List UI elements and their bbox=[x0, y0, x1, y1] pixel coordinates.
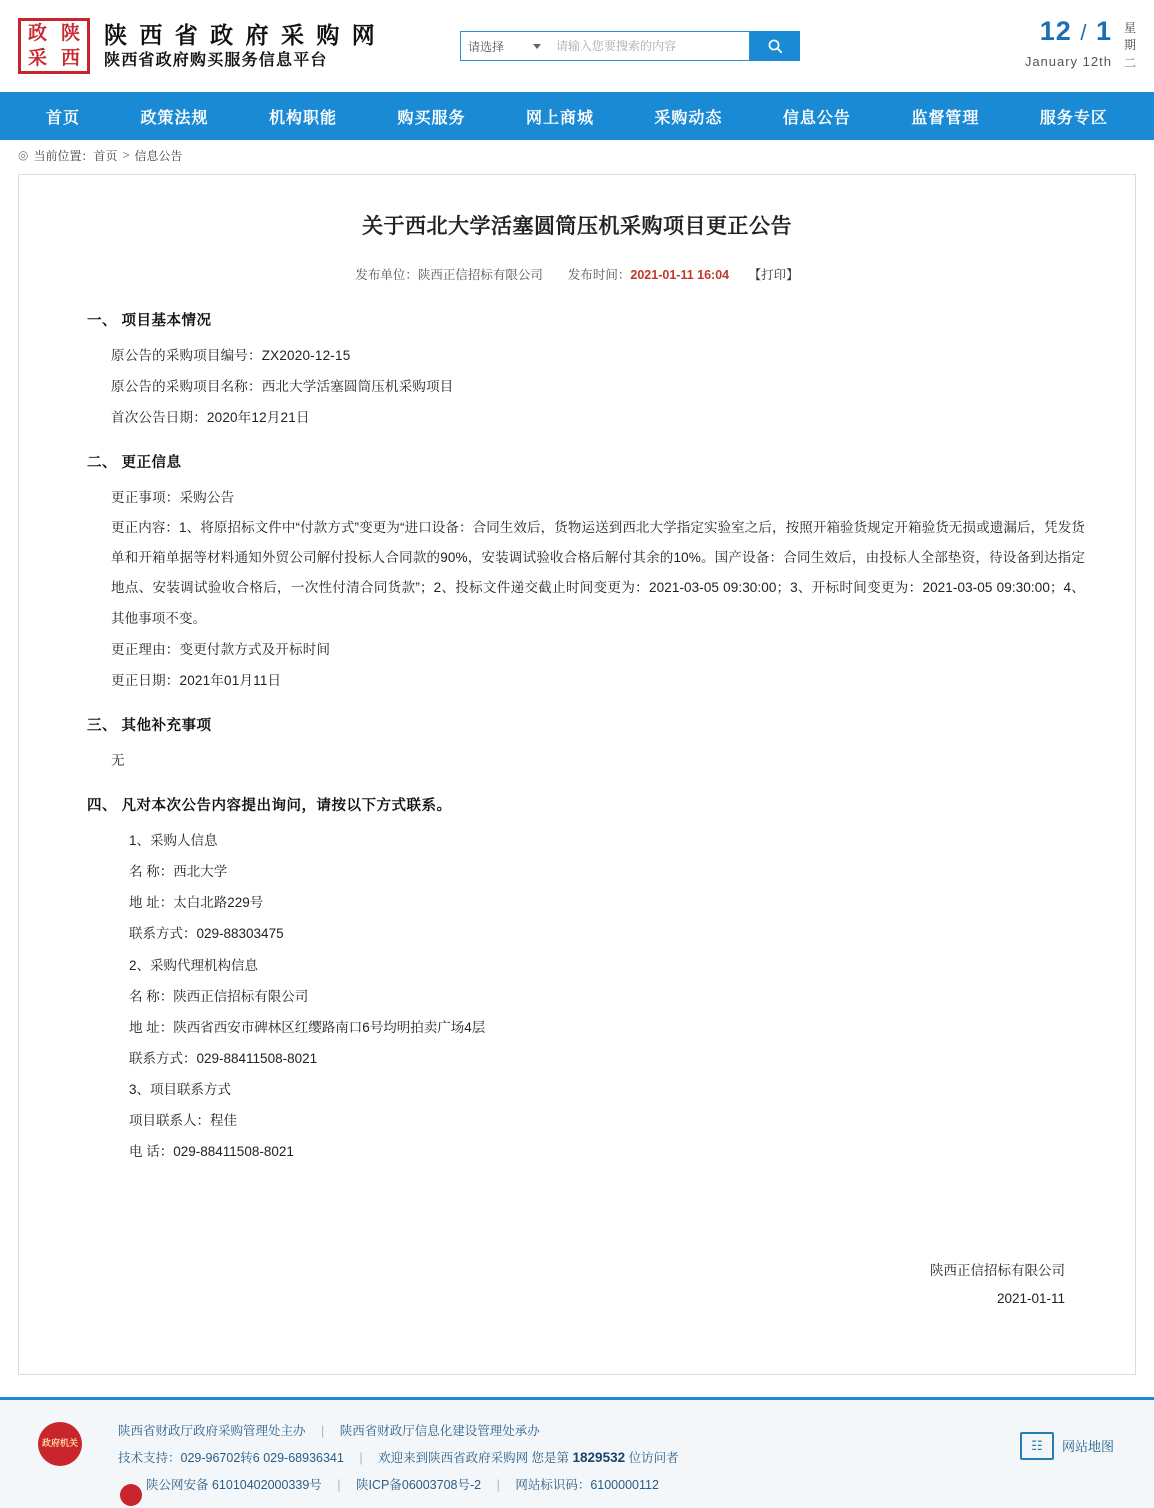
footer-support: 技术支持：029-96702转6 029-68936341 bbox=[118, 1450, 344, 1465]
nav-item-online-mall[interactable]: 网上商城 bbox=[525, 109, 594, 127]
logo-char-4: 西 bbox=[60, 46, 80, 69]
footer-operator: 陕西省财政厅信息化建设管理处承办 bbox=[339, 1423, 540, 1438]
agency-name: 名 称：陕西正信招标有限公司 bbox=[129, 988, 309, 1004]
footer-host: 陕西省财政厅政府采购管理处主办 bbox=[118, 1423, 306, 1438]
logo-char-2: 陕 bbox=[60, 21, 80, 44]
site-title-block bbox=[104, 21, 378, 71]
date-month: 12 bbox=[1039, 16, 1072, 46]
footer-visitor-post: 位访问者 bbox=[628, 1450, 679, 1465]
search-icon bbox=[767, 38, 783, 54]
date-subtext: January 12th bbox=[1024, 54, 1112, 69]
signature-org: 陕西正信招标有限公司 bbox=[930, 1262, 1065, 1278]
search-button[interactable] bbox=[750, 31, 800, 61]
footer-line-1: 陕西省财政厅政府采购管理处主办 | 陕西省财政厅信息化建设管理处承办 bbox=[118, 1423, 540, 1438]
footer-text-block bbox=[0, 1418, 1154, 1473]
site-title-secondary: 陕西省政府购买服务信息平台 bbox=[104, 51, 328, 69]
nav-item-policy[interactable]: 政策法规 bbox=[140, 109, 209, 127]
search-category-select[interactable] bbox=[460, 31, 548, 61]
buyer-name: 名 称：西北大学 bbox=[129, 864, 228, 880]
agency-contact: 联系方式：029-88411508-8021 bbox=[129, 1050, 318, 1066]
buyer-info-title: 1、采购人信息 bbox=[129, 833, 218, 849]
publish-time-value: 2021-01-11 16:04 bbox=[630, 267, 730, 282]
buyer-contact: 联系方式：029-88303475 bbox=[129, 926, 284, 942]
weekday-char-3: 二 bbox=[1123, 55, 1136, 70]
police-badge-icon bbox=[120, 1484, 142, 1506]
nav-item-supervision[interactable]: 监督管理 bbox=[911, 109, 980, 127]
footer-police-record[interactable]: 陕公网安备 61010402000339号 bbox=[146, 1478, 322, 1493]
agency-info-title: 2、采购代理机构信息 bbox=[129, 957, 259, 973]
section-1-line-3: 首次公告日期：2020年12月21日 bbox=[111, 409, 310, 425]
section-3-heading: 三、 其他补充事项 bbox=[87, 718, 212, 735]
footer-line-2: 技术支持：029-96702转6 029-68936341 | 欢迎来到陕西省政府采购网 您是第 1829532 位访问者 bbox=[118, 1449, 679, 1465]
project-contact-title: 3、项目联系方式 bbox=[129, 1081, 232, 1097]
footer-icp[interactable]: 陕ICP备06003708号-2 bbox=[356, 1478, 482, 1493]
signature-block bbox=[59, 1257, 1065, 1314]
date-weekday bbox=[1124, 18, 1136, 72]
publish-time-label: 发布时间： bbox=[567, 267, 631, 282]
announcement-card bbox=[18, 174, 1136, 1375]
agency-address: 地 址：陕西省西安市碑林区红缨路南口6号均明拍卖广场4层 bbox=[129, 1019, 486, 1035]
footer-visitor-pre: 欢迎来到陕西省政府采购网 您是第 bbox=[378, 1450, 570, 1465]
nav-item-purchase-service[interactable]: 购买服务 bbox=[397, 109, 466, 127]
weekday-char-2: 期 bbox=[1123, 38, 1136, 53]
weekday-char-1: 星 bbox=[1123, 21, 1136, 35]
nav-item-news[interactable]: 采购动态 bbox=[654, 109, 723, 127]
sitemap-label: 网站地图 bbox=[1061, 1439, 1114, 1455]
search-input[interactable] bbox=[548, 31, 750, 61]
search-category-value: 请选择 bbox=[468, 39, 505, 54]
footer-line-3: 陕公网安备 61010402000339号 | 陕ICP备06003708号-2 | 网站标识码：6100000112 bbox=[146, 1478, 659, 1493]
breadcrumb-current: 信息公告 bbox=[134, 148, 183, 163]
section-1-line-1: 原公告的采购项目编号：ZX2020-12-15 bbox=[111, 347, 351, 363]
project-contact-person: 项目联系人：程佳 bbox=[129, 1112, 237, 1128]
sitemap-link[interactable] bbox=[1020, 1432, 1114, 1460]
date-day: 1 bbox=[1095, 16, 1112, 46]
section-1-line-2: 原公告的采购项目名称：西北大学活塞圆筒压机采购项目 bbox=[111, 378, 454, 394]
section-3-content: 无 bbox=[111, 753, 125, 769]
breadcrumb-separator: > bbox=[122, 148, 130, 162]
chevron-down-icon bbox=[533, 44, 541, 49]
date-separator: / bbox=[1080, 20, 1088, 45]
print-button[interactable]: 【打印】 bbox=[748, 267, 799, 282]
section-4-heading: 四、 凡对本次公告内容提出询问，请按以下方式联系。 bbox=[87, 798, 452, 815]
correction-content: 更正内容：1、将原招标文件中“付款方式”变更为“进口设备：合同生效后，货物运送到西北大学指定实验室之后，按照开箱验货规定开箱验货无损或遗漏后，凭发货单和开箱单据等材料通知外贸公司解付投标人合同款的90%，安装调试验收合格后解付其余的10%。国产设备：合同生效后，由投标人全部垫资，待设备到达指定地点、安装调试验收合格后，一次性付清合同货款”；2、投标文件递交截止时间变更为：2021-03-05 09:30:00；3、开标时间变更为：2021-03-05 09:30:00；4、其他事项不变。 bbox=[111, 519, 1085, 626]
section-2-heading: 二、 更正信息 bbox=[87, 454, 182, 471]
site-title-primary: 陕 西 省 政 府 采 购 网 bbox=[104, 21, 378, 48]
nav-item-service-zone[interactable]: 服务专区 bbox=[1039, 109, 1108, 127]
main-navigation bbox=[0, 92, 1154, 140]
location-pin-icon: ◎ bbox=[18, 148, 29, 162]
publisher-value: 陕西正信招标有限公司 bbox=[417, 267, 543, 282]
government-emblem-icon: 政府机关 bbox=[38, 1422, 82, 1466]
breadcrumb-home-link[interactable]: 首页 bbox=[93, 148, 118, 163]
page-title: 关于西北大学活塞圆筒压机采购项目更正公告 bbox=[362, 215, 792, 238]
section-1-heading: 一、 项目基本情况 bbox=[87, 312, 212, 329]
nav-item-announcements[interactable]: 信息公告 bbox=[782, 109, 851, 127]
correction-reason: 更正理由：变更付款方式及开标时间 bbox=[111, 642, 331, 658]
buyer-address: 地 址：太白北路229号 bbox=[129, 895, 264, 911]
logo-mark-icon bbox=[18, 18, 90, 74]
nav-item-home[interactable]: 首页 bbox=[46, 109, 81, 127]
correction-item: 更正事项：采购公告 bbox=[111, 489, 235, 505]
site-logo[interactable] bbox=[18, 18, 378, 74]
logo-char-3: 采 bbox=[27, 46, 47, 69]
breadcrumb bbox=[0, 140, 1154, 170]
site-footer bbox=[0, 1397, 1154, 1508]
logo-char-1: 政 bbox=[27, 21, 47, 44]
correction-date: 更正日期：2021年01月11日 bbox=[111, 673, 282, 689]
map-icon: ☷ bbox=[1020, 1432, 1054, 1460]
signature-date: 2021-01-11 bbox=[996, 1291, 1065, 1307]
search-bar bbox=[460, 31, 800, 61]
date-numbers bbox=[1025, 18, 1112, 45]
publisher-label: 发布单位： bbox=[355, 267, 418, 282]
project-contact-phone: 电 话：029-88411508-8021 bbox=[129, 1143, 294, 1159]
visitor-count: 1829532 bbox=[572, 1449, 626, 1465]
date-widget bbox=[1025, 18, 1136, 72]
nav-item-functions[interactable]: 机构职能 bbox=[268, 109, 337, 127]
footer-site-code: 网站标识码：6100000112 bbox=[515, 1478, 659, 1493]
breadcrumb-prefix: 当前位置： bbox=[33, 148, 94, 163]
site-header bbox=[0, 0, 1154, 92]
document-meta bbox=[59, 265, 1095, 283]
